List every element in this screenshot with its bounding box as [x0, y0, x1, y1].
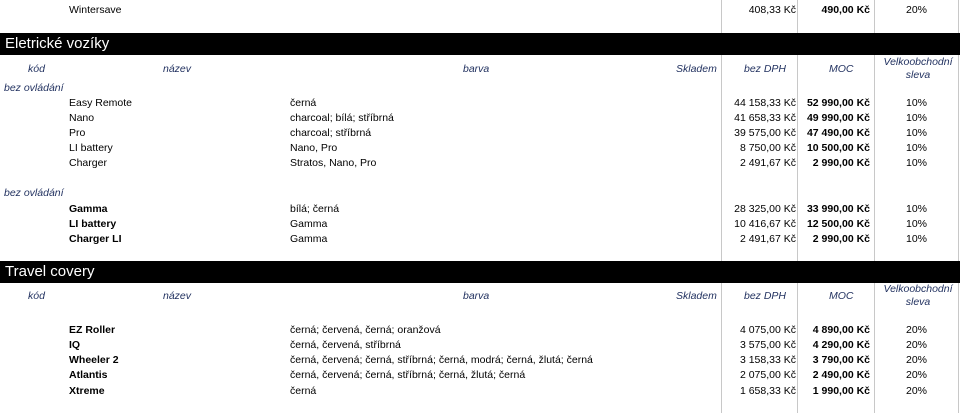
discount: 10% [905, 142, 927, 154]
table-row[interactable] [0, 323, 960, 338]
header-moc: MOC [829, 290, 854, 302]
table-row[interactable] [0, 141, 960, 156]
product-color: černá, červená; černá, stříbrná; černá, žlutá; černá [290, 369, 526, 381]
product-color: bílá; černá [290, 203, 340, 215]
table-row[interactable] [0, 156, 960, 171]
price-moc: 52 990,00 Kč [806, 97, 870, 109]
product-color: Nano, Pro [290, 142, 338, 154]
product-color: černá [290, 385, 317, 397]
table-row[interactable] [0, 338, 960, 353]
product-name: Gamma [69, 203, 108, 215]
product-color: Stratos, Nano, Pro [290, 157, 377, 169]
column-header-row [0, 284, 960, 312]
header-discount: Velkoobchodní sleva [883, 56, 953, 81]
product-color: černá [290, 97, 317, 109]
price-moc: 12 500,00 Kč [806, 218, 870, 230]
price-moc: 2 490,00 Kč [812, 369, 870, 381]
discount: 20% [905, 354, 927, 366]
price-moc: 2 990,00 Kč [812, 233, 870, 245]
price-net: 408,33 Kč [748, 4, 796, 16]
subheader-label: bez ovládání [4, 187, 64, 199]
product-color: černá, červená, stříbrná [290, 339, 401, 351]
table-row[interactable] [0, 217, 960, 232]
discount: 20% [905, 339, 927, 351]
header-moc: MOC [829, 63, 854, 75]
discount: 20% [905, 4, 927, 16]
table-row[interactable] [0, 126, 960, 141]
price-moc: 49 990,00 Kč [806, 112, 870, 124]
price-moc: 33 990,00 Kč [806, 203, 870, 215]
discount: 10% [905, 127, 927, 139]
header-barva: barva [463, 290, 490, 302]
product-color: charcoal; bílá; stříbrná [290, 112, 394, 124]
table-row[interactable] [0, 384, 960, 399]
table-row[interactable] [0, 232, 960, 247]
product-name: Easy Remote [69, 97, 133, 109]
product-color: charcoal; stříbrná [290, 127, 372, 139]
price-moc: 490,00 Kč [821, 4, 870, 16]
price-net: 44 158,33 Kč [734, 97, 796, 109]
column-header-row [0, 56, 960, 84]
price-net: 4 075,00 Kč [739, 324, 796, 336]
table-row[interactable] [0, 368, 960, 383]
price-moc: 47 490,00 Kč [806, 127, 870, 139]
price-net: 8 750,00 Kč [739, 142, 796, 154]
group-subheader [0, 81, 960, 95]
product-color: černá, červená; černá, stříbrná; černá, modrá; černá, žlutá; černá [290, 354, 593, 366]
price-net: 3 575,00 Kč [739, 339, 796, 351]
discount: 20% [905, 385, 927, 397]
discount: 10% [905, 157, 927, 169]
discount: 10% [905, 97, 927, 109]
product-name: EZ Roller [69, 324, 116, 336]
price-moc: 1 990,00 Kč [812, 385, 870, 397]
discount: 20% [905, 369, 927, 381]
price-moc: 4 290,00 Kč [812, 339, 870, 351]
discount: 10% [905, 112, 927, 124]
header-skladem: Skladem [676, 63, 717, 75]
section-title-travel: Travel covery [0, 261, 960, 283]
discount: 10% [905, 203, 927, 215]
product-color: Gamma [290, 233, 328, 245]
price-net: 2 491,67 Kč [739, 157, 796, 169]
product-name: Charger LI [69, 233, 122, 245]
product-name: IQ [69, 339, 81, 351]
price-net: 39 575,00 Kč [734, 127, 796, 139]
product-name: Wheeler 2 [69, 354, 119, 366]
header-kod: kód [28, 290, 45, 302]
header-nazev: název [163, 63, 192, 75]
product-name: Charger [69, 157, 107, 169]
price-net: 1 658,33 Kč [739, 385, 796, 397]
price-net: 2 491,67 Kč [739, 233, 796, 245]
table-row[interactable] [0, 202, 960, 217]
product-name: LI battery [69, 218, 117, 230]
header-barva: barva [463, 63, 490, 75]
header-kod: kód [28, 63, 45, 75]
table-row[interactable] [0, 3, 960, 17]
product-name: Xtreme [69, 385, 105, 397]
price-net: 3 158,33 Kč [739, 354, 796, 366]
product-color: Gamma [290, 218, 328, 230]
group-subheader [0, 186, 960, 200]
price-net: 2 075,00 Kč [739, 369, 796, 381]
header-skladem: Skladem [676, 290, 717, 302]
product-name: LI battery [69, 142, 113, 154]
header-bez-dph: bez DPH [744, 63, 787, 75]
price-moc: 10 500,00 Kč [806, 142, 870, 154]
subheader-label: bez ovládání [4, 82, 64, 94]
price-net: 28 325,00 Kč [734, 203, 796, 215]
discount: 10% [905, 218, 927, 230]
price-moc: 3 790,00 Kč [812, 354, 870, 366]
price-net: 10 416,67 Kč [734, 218, 796, 230]
table-row[interactable] [0, 111, 960, 126]
product-name: Nano [69, 112, 95, 124]
header-discount: Velkoobchodní sleva [883, 283, 953, 308]
discount: 20% [905, 324, 927, 336]
price-moc: 4 890,00 Kč [812, 324, 870, 336]
product-name: Wintersave [69, 4, 122, 16]
table-row[interactable] [0, 353, 960, 368]
price-net: 41 658,33 Kč [734, 112, 796, 124]
header-nazev: název [163, 290, 192, 302]
price-moc: 2 990,00 Kč [812, 157, 870, 169]
product-name: Atlantis [69, 369, 108, 381]
table-row[interactable] [0, 96, 960, 111]
header-bez-dph: bez DPH [744, 290, 787, 302]
section-title-electric: Eletrické vozíky [0, 33, 960, 55]
product-color: černá; červená, černá; oranžová [290, 324, 441, 336]
discount: 10% [905, 233, 927, 245]
product-name: Pro [69, 127, 86, 139]
